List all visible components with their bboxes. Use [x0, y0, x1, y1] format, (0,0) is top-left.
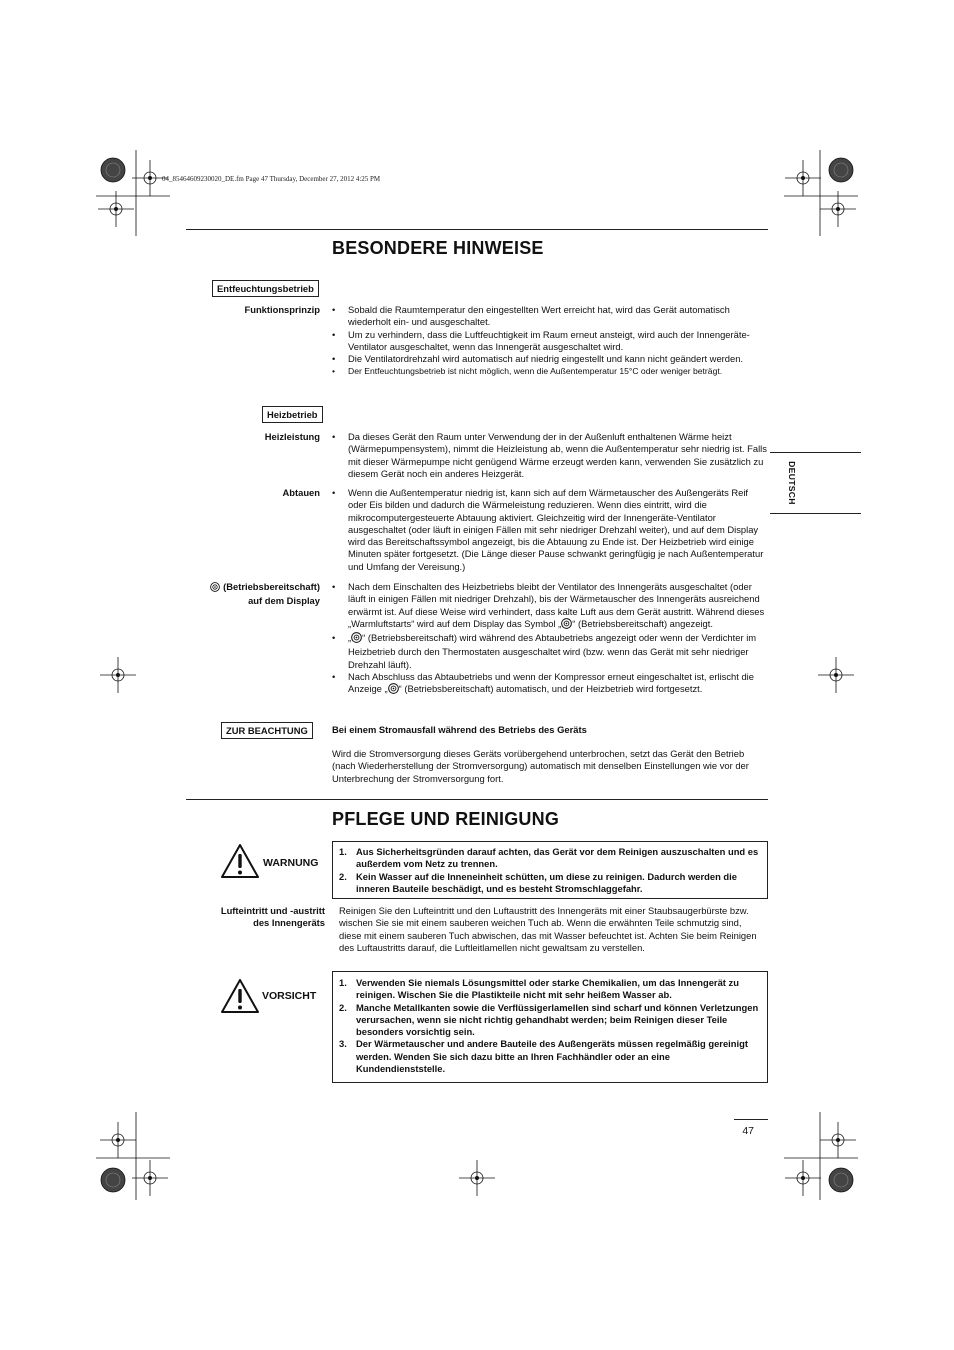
standby-icon [388, 683, 399, 697]
side-tab-rule-bottom [770, 513, 861, 514]
text: Manche Metallkanten sowie die Verflüssigerlamellen sind scharf und können Verletzungen verursachen, wenn sie nicht richtig gehandhabt werden; beim Reinigen dieser Teile besonders vorsichtig sein. [356, 1001, 759, 1038]
warning-box [332, 841, 768, 899]
warning-list [339, 846, 761, 895]
list-item: 1. Aus Sicherheitsgründen darauf achten, das Gerät vor dem Reinigen auszuschalten und es außerdem vom Netz zu trennen. [339, 846, 759, 870]
list-item: • Um zu verhindern, dass die Luftfeuchtigkeit im Raum erneut ansteigt, wird auch der Innengeräte-Ventilator ausgeschaltet, wenn das Innengerät ausgeschaltet wird. [332, 329, 768, 354]
list-item: 2. Manche Metallkanten sowie die Verflüssigerlamellen sind scharf und können Verletzungen verursachen, wenn sie nicht richtig gehandhabt werden; beim Reinigen dieser Teile besonders vorsichtig sein. [339, 1001, 759, 1038]
label-lufteintritt-line1: Lufteintritt und -austritt [220, 905, 325, 916]
warning-icon [220, 843, 260, 884]
tag-zur-beachtung: ZUR BEACHTUNG [221, 722, 313, 739]
text: Verwenden Sie niemals Lösungsmittel oder starke Chemikalien, um das Innengerät zu reinigen. Wischen Sie die Plastikteile nicht mit sehr heißem Wasser ab. [356, 977, 739, 1001]
label-lufteintritt [186, 905, 325, 929]
standby-icon [561, 618, 572, 632]
section-rule-top [186, 229, 768, 230]
page-number: 47 [742, 1125, 754, 1137]
section-rule-mid [186, 799, 768, 800]
cleaning-text: Reinigen Sie den Lufteintritt und den Luftaustritt des Innengeräts mit einer Staubsaugerbürste bzw. wischen Sie sie mit einem sauberen weichen Tuch ab. Wenn die erwähnten Teile schmutzig sind, diese mit einem sauberen Tuch abwischen, das mit Wasser befeuchtet ist. Achten Sie beim Reinigen des Luftaustritts darauf, die Luftleitlamellen nicht gewaltsam zu verstellen. [339, 905, 757, 953]
standby-icon [351, 632, 362, 646]
list-item: • Wenn die Außentemperatur niedrig ist, kann sich auf dem Wärmetauscher des Außengeräts Reif oder Eis bilden und dadurch die Wärmeleistung reduzieren. Wenn dies eintritt, wird die mikrocomputergesteuerte Abtauung aktiviert. Gleichzeitig wird der Innengeräte-Ventilator ausgeschaltet (oder läuft in einigen Fällen mit sehr niedriger Drehzahl weiter), und auf dem Display wird das Bereitschaftssymbol angezeigt, bis die Abtauung zu Ende ist. Der Heizbetrieb wird einige Minuten später fortgesetzt. (Die Länge dieser Pause schwankt geringfügig je nach Außentemperatur und Umfang der Vereisung.) [332, 487, 768, 573]
list-item: • Da dieses Gerät den Raum unter Verwendung der in der Außenluft enthaltenen Wärme heizt (Wärmepumpensystem), nimmt die Heizleistung ab, wenn die Außentemperatur sehr niedrig ist. Falls mit dieser Wärmepumpe nicht genügend Wärme erzeugt werden kann, verwenden Sie zusätzlich zu diesem Gerät noch ein anderes Heizgerät. [332, 431, 768, 480]
section-title-pflege: PFLEGE UND REINIGUNG [332, 809, 560, 829]
list-item [332, 671, 768, 698]
list-abtauen [332, 487, 768, 573]
list-item: 2. Kein Wasser auf die Inneneinheit schütten, um diese zu reinigen. Dadurch werden die inneren Bauteile beschädigt, und es besteht Stromschlaggefahr. [339, 870, 737, 894]
list-item: • Sobald die Raumtemperatur den eingestellten Wert erreicht hat, wird das Gerät automatisch wiederholt ein- und ausgeschaltet. [332, 304, 768, 329]
label-standby [186, 581, 320, 607]
tag-heizbetrieb: Heizbetrieb [262, 406, 323, 423]
list-item: 3. Der Wärmetauscher und andere Bauteile des Außengeräts müssen regelmäßig gereinigt werden. Wenden Sie sich dazu bitte an Ihren Fachhändler oder an eine Kundendienststelle. [339, 1038, 748, 1075]
tag-entfeuchtungsbetrieb: Entfeuchtungsbetrieb [212, 280, 319, 297]
side-tab-rule-top [770, 452, 861, 453]
label-funktionsprinzip: Funktionsprinzip [244, 304, 320, 315]
caution-label: VORSICHT [262, 990, 317, 1002]
caution-list [339, 977, 761, 1075]
page-number-rule [734, 1119, 768, 1120]
label-standby-line1: (Betriebsbereitschaft) [223, 581, 320, 592]
text: Der Wärmetauscher und andere Bauteile des Außengeräts müssen regelmäßig gereinigt werden. Wenden Sie sich dazu bitte an Ihren Fachhändler oder an eine Kundendienststelle. [356, 1038, 748, 1075]
list-item: • Die Ventilatordrehzahl wird automatisch auf niedrig eingestellt und kann nicht geändert werden. [332, 353, 768, 365]
caution-box [332, 971, 768, 1083]
standby-icon [210, 582, 220, 595]
file-header: 04_85464609230020_DE.fm Page 47 Thursday, December 27, 2012 4:25 PM [162, 175, 381, 183]
caution-icon [220, 978, 260, 1019]
section-title-besondere-hinweise: BESONDERE HINWEISE [332, 238, 544, 258]
label-lufteintritt-line2: des Innengeräts [253, 917, 325, 928]
text: “ (Betriebsbereitschaft) angezeigt. [572, 617, 713, 629]
text: “ (Betriebsbereitschaft) automatisch, und der Heizbetrieb wird fortgesetzt. [398, 683, 703, 695]
list-item: 1. Verwenden Sie niemals Lösungsmittel oder starke Chemikalien, um das Innengerät zu reinigen. Wischen Sie die Plastikteile nicht mit sehr heißem Wasser ab. [339, 977, 739, 1001]
label-standby-line2: auf dem Display [248, 595, 320, 606]
list-item: • Der Entfeuchtungsbetrieb ist nicht möglich, wenn die Außentemperatur 15°C oder weniger beträgt. [332, 365, 768, 377]
note-heading: Bei einem Stromausfall während des Betriebs des Geräts [332, 724, 587, 735]
text: Nach Abschluss das Abtaubetriebs und wenn der Kompressor erneut eingeschaltet ist, erlischt die Anzeige „ [348, 671, 754, 695]
list-standby [332, 581, 768, 698]
list-funktionsprinzip [332, 304, 768, 378]
text: Kein Wasser auf die Inneneinheit schütten, um diese zu reinigen. Dadurch werden die inneren Bauteile beschädigt, und es besteht Stromschlaggefahr. [356, 870, 737, 894]
text: Aus Sicherheitsgründen darauf achten, das Gerät vor dem Reinigen auszuschalten und es außerdem vom Netz zu trennen. [356, 846, 759, 870]
list-item [332, 581, 768, 632]
label-abtauen: Abtauen [282, 487, 320, 498]
warning-label: WARNUNG [263, 857, 319, 869]
text: „ [348, 632, 352, 644]
text: “ (Betriebsbereitschaft) wird während des Abtaubetriebs angezeigt oder wenn der Verdichter im Heizbetrieb durch den Thermostaten ausgeschaltet wird (bzw. wenn das Gerät mit sehr niedriger Drehzahl läuft). [348, 632, 757, 670]
side-tab-language: DEUTSCH [787, 461, 797, 505]
text: Nach dem Einschalten des Heizbetriebs bleibt der Ventilator des Innengeräts ausgeschaltet (oder läuft in einigen Fällen mit niedriger Drehzahl), bis der Wärmetauscher des Innengeräts ausreichend erwärmt ist. Auf diese Weise wird verhindert, dass kalte Luft aus dem Gerät austritt. Während dieses „Warmluftstarts“ wird auf dem Display das Symbol „ [348, 581, 765, 629]
label-heizleistung: Heizleistung [264, 431, 320, 442]
note-text: Wird die Stromversorgung dieses Geräts vorübergehend unterbrochen, setzt das Gerät den Betrieb (nach Wiederherstellung der Stromversorgung) automatisch mit denselben Einstellungen wie vor der Unterbrechung der Stromversorgung fort. [332, 748, 749, 784]
list-heizleistung [332, 431, 768, 480]
list-item [332, 632, 768, 671]
